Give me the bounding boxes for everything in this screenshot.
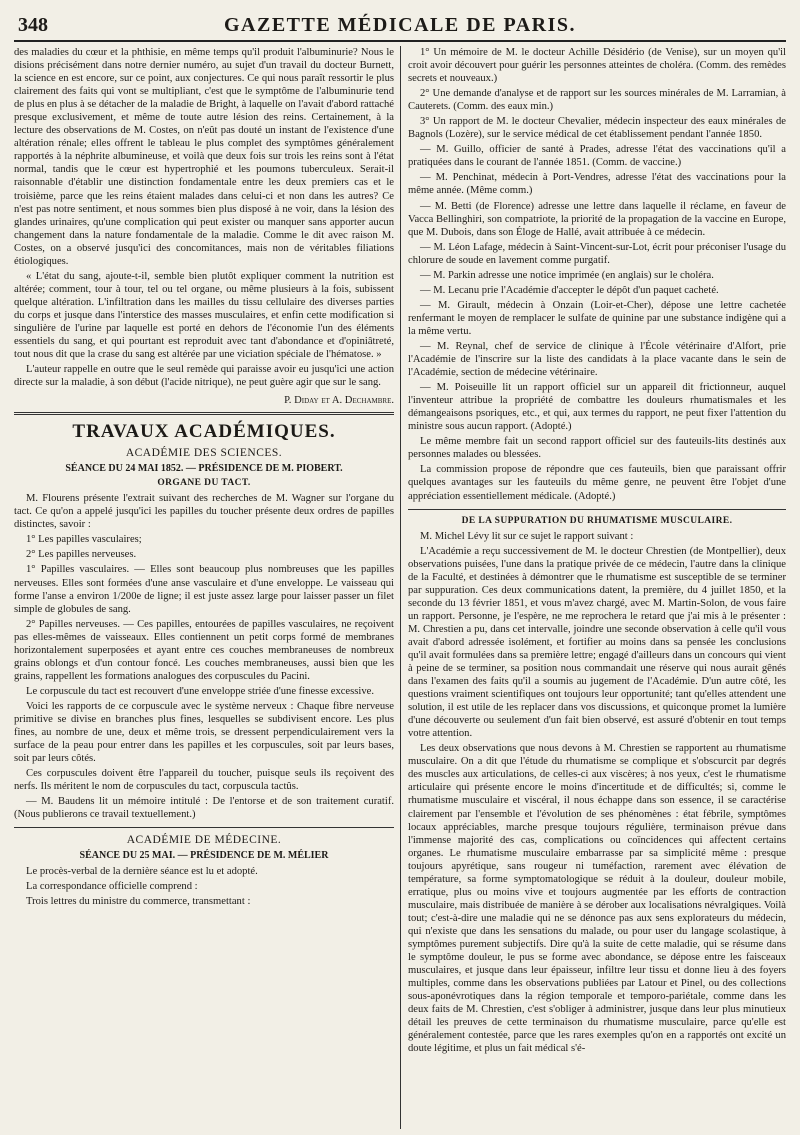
topic-heading: ORGANE DU TACT.: [157, 478, 251, 489]
column-rule: [400, 46, 401, 1129]
report-paragraph: Trois lettres du ministre du commerce, transmettant :: [26, 896, 251, 908]
section-divider: [408, 509, 786, 510]
report-paragraph: 2° Papilles nerveuses. — Ces papilles, entourées de papilles vasculaires, ne reçoivent pas elles-mêmes de vaisseaux. Elles contiennent un petit corps formé de membranes horizontalement superposées et ayant entre ces couches membraneuses de nombreux grains oblongs et d'un contour foncé. Les couches membraneuses, aussi bien que les grains, rappellent les formations analogues des corpuscules du Pacini.: [14, 618, 394, 682]
page-number: 348: [18, 14, 48, 36]
report-paragraph: 1° Papilles vasculaires. — Elles sont beaucoup plus nombreuses que les papilles nerveuses. Elles sont formées d'une anse vasculaire et d'une enveloppe. Le vaisseau qui forme l'anse a environ 1/200e de ligne; il est juste assez large pour laisser passer un filet simple de globules de sang.: [14, 564, 394, 615]
report-paragraph: — M. Léon Lafage, médecin à Saint-Vincent-sur-Lot, écrit pour préconiser l'usage du chlorure de soude en lavement comme purgatif.: [408, 241, 786, 266]
report-paragraph: 2° Une demande d'analyse et de rapport sur les sources minérales de M. Larramian, à Cauterets. (Comm. des eaux min.): [408, 88, 786, 113]
section-divider: [14, 827, 394, 828]
section-divider: [14, 412, 394, 415]
academy-heading: ACADÉMIE DES SCIENCES.: [125, 447, 283, 460]
report-paragraph: 1° Les papilles vasculaires;: [26, 534, 142, 546]
section-title: TRAVAUX ACADÉMIQUES.: [72, 421, 336, 443]
report-paragraph: M. Flourens présente l'extrait suivant des recherches de M. Wagner sur l'organe du tact. Ce qu'on a appelé jusqu'ici les papilles du toucher présente deux ordres de papilles distinctes, savoir :: [14, 493, 394, 531]
seance-heading: SÉANCE DU 25 MAI. — PRÉSIDENCE DE M. MÉLIER: [79, 850, 329, 862]
report-paragraph: — M. Penchinat, médecin à Port-Vendres, adresse l'état des vaccinations pour la même année. (Même comm.): [408, 172, 786, 197]
report-paragraph: La correspondance officielle comprend :: [26, 881, 198, 893]
report-paragraph: — M. Baudens lit un mémoire intitulé : De l'entorse et de son traitement curatif. (Nous publierons ce travail textuellement.): [14, 796, 394, 821]
report-paragraph: 2° Les papilles nerveuses.: [26, 549, 137, 561]
report-paragraph: 1° Un mémoire de M. le docteur Achille Désidério (de Venise), sur un moyen qu'il croit avoir découvert pour guérir les personnes atteintes de choléra. (Comm. des remèdes secrets et nouveaux.): [408, 47, 786, 85]
academy-heading: ACADÉMIE DE MÉDECINE.: [126, 834, 282, 847]
journal-title: GAZETTE MÉDICALE DE PARIS.: [223, 14, 577, 36]
topic-heading: DE LA SUPPURATION DU RHUMATISME MUSCULAIRE.: [461, 515, 733, 526]
report-paragraph: — M. Betti (de Florence) adresse une lettre dans laquelle il réclame, en faveur de Vacca Bellinghiri, son compatriote, la priorité de la propagation de la vaccine en Europe, que M. Dubois, dans son Éloge de Hallé, avait attribuée à ce médecin.: [408, 200, 786, 238]
report-paragraph: Le corpuscule du tact est recouvert d'une enveloppe striée d'une finesse excessive.: [26, 685, 374, 697]
report-paragraph: Ces corpuscules doivent être l'appareil du toucher, puisque seuls ils reçoivent des nerfs. Ils méritent le nom de corpuscules du tact, corpuscula tactûs.: [14, 768, 394, 793]
report-paragraph: La commission propose de répondre que ces fauteuils, bien que paraissant offrir quelques avantages sur les fauteuils du même genre, ne peuvent être l'objet d'une appréciation essentiellement médicale. (Adopté.): [408, 464, 786, 502]
seance-heading: SÉANCE DU 24 MAI 1852. — PRÉSIDENCE DE M. PIOBERT.: [65, 463, 343, 475]
report-paragraph: Le même membre fait un second rapport officiel sur des fauteuils-lits destinés aux personnes malades ou blessées.: [408, 436, 786, 461]
report-paragraph: — M. Poiseuille lit un rapport officiel sur un appareil dit frictionneur, auquel l'inventeur attribue la propriété de combattre les douleurs rhumatismales et les démangeaisons psoriques, etc., et qui, aux termes du rapport, ne peut fixer l'attention du ministre sous aucun rapport. (Adopté.): [408, 382, 786, 433]
right-column: [408, 46, 786, 1129]
columns: [14, 46, 786, 1129]
report-paragraph: L'Académie a reçu successivement de M. le docteur Chrestien (de Montpellier), deux observations puisées, l'une dans la pratique privée de ce médecin, l'autre dans la clinique de la Faculté, et destinées à démontrer que le rhumatisme est susceptible de se terminer par suppuration. Ces deux communications datent, la première, du 4 juillet 1850, et la seconde du 13 février 1851, et vous m'avez chargé, avec M. Martin-Solon, de vous faire un rapport. Personne, je l'espère, ne me reprochera le retard que j'ai mis à le présenter : M. Chrestien a pu, dans cet intervalle, joindre une seconde observation à celle qu'il vous avait d'abord adressée isolément, et fortifier au moins dans sa pensée les conclusions qu'il avait formulées dans sa première lettre; engagé d'ailleurs dans un concours qui vient à peine de se terminer, sa position nous commandait une réserve qui nous aurait gênés dans l'examen des faits qu'il a soumis au jugement de l'Académie. D'un autre côté, les questions vraiment scientifiques ont toujours leur opportunité; tant qu'elles attendent une solution, il est utile de les replacer dans vos discussions, et quiconque promet la lumière d'une découverte ou seulement d'un fait bien observé, est assuré d'obtenir en tout temps votre attention.: [408, 545, 786, 740]
report-paragraph: Les deux observations que nous devons à M. Chrestien se rapportent au rhumatisme musculaire. On a dit que l'étude du rhumatisme se complique et s'obscurcit par degrés des muscles aux articulations, de celles-ci aux viscères; à nos yeux, c'est le rhumatisme articulaire qui présente encore le moins d'incertitude et de difficultés; si, comme le rhumatisme musculaire et viscéral, il nous échappe dans son essence, il se caractérise clairement par l'ensemble et l'évolution de ses phénomènes : état fébrile, symptômes locaux appréciables, marche presque toujours régulière, terminaison prévue dans l'immense majorité des cas, complications ou coïncidences qui affectent certains organes. Le rhumatisme musculaire embarrasse par sa simplicité même : presque toujours apyrétique, sans rougeur ni tuméfaction, rarement avec élévation de température, sa forme symptomatologique se réduit à la douleur, douleur mobile, erratique, plus ou moins vive et toujours augmentée par les efforts de contraction musculaire, mais distribuée de manière à se dérober aux localisations névralgiques. Voilà tout; c'est-à-dire une maladie qui ne se dénonce pas aux sens explorateurs du médecin, qui n'existe que dans les sensations du malade, ou pour user du langage scolastique, à symptômes purement subjectifs. Dire qu'à la suite de cette maladie, qui se résume dans le symptôme douleur, le pus se forme avec abondance, se dépose entre les faisceaux musculaires, et jusque dans leur épaisseur, infiltre leur tissu et donne lieu à des foyers multiples, comme dans les observations publiées par Latour et Pinel, ou des collections sous-aponévrotiques dans la région temporale et temporo-pariétale, comme dans les deux faits de M. Chrestien, c'est s'obliger à administrer, jusque dans leur plus minutieux détail les preuves de cette terminaison du rhumatisme musculaire, parce qu'elle est généralement contestée, parce que les rares exemples qu'on en a rapportés ont excité un doute légitime, et plus un fait médical s'é-: [408, 743, 786, 1055]
article-paragraph: « L'état du sang, ajoute-t-il, semble bien plutôt expliquer comment la nutrition est altérée; comment, tour à tour, tel ou tel organe, ou même plusieurs à la fois, subissent quelque altération. L'infiltration dans les mailles du tissu cellulaire des diverses parties du corps et jusque dans l'interstice des masses musculaires, et enfin cette modification si singulière de l'urine par laquelle est porté en dehors de l'économie l'un des éléments essentiels du sang, et qui pourtant est reproduit avec tant d'abondance et d'opiniâtreté, tout nous dit que la crase du sang est altérée par une viciation spéciale de l'hématose. »: [14, 270, 394, 361]
report-paragraph: Voici les rapports de ce corpuscule avec le système nerveux : Chaque fibre nerveuse primitive se divise en branches plus fines, lesquelles se subdivisent encore. Les plus fines, au nombre de une, deux et même trois, se dressent perpendiculairement vers la surface de la peau pour entrer dans les papilles et les corpuscules, soit par leurs bases, soit par leurs côtés.: [14, 700, 394, 765]
report-paragraph: — M. Girault, médecin à Onzain (Loir-et-Cher), dépose une lettre cachetée renfermant le moyen de remplacer le sulfate de quinine par une substance indigène qui a la même vertu.: [408, 299, 786, 337]
report-paragraph: — M. Reynal, chef de service de clinique à l'École vétérinaire d'Alfort, prie l'Académie de l'inscrire sur la liste des candidats à la place vacante dans le sein de l'Académie, section de médecine vétérinaire.: [408, 340, 786, 379]
report-paragraph: M. Michel Lévy lit sur ce sujet le rapport suivant :: [420, 530, 634, 542]
report-paragraph: Le procès-verbal de la dernière séance est lu et adopté.: [26, 866, 258, 878]
article-paragraph: L'auteur rappelle en outre que le seul remède qui paraisse avoir eu jusqu'ici une action directe sur la maladie, à son début (l'acide nitrique), ne peut guère agir que sur le sang.: [14, 364, 394, 389]
left-column: [14, 46, 394, 1129]
report-paragraph: — M. Guillo, officier de santé à Prades, adresse l'état des vaccinations qu'il a pratiquées dans le courant de l'année 1851. (Comm. de vaccine.): [408, 144, 786, 169]
page-header: [14, 14, 786, 42]
article-signature: P. Diday et A. Dechambre.: [284, 395, 394, 407]
report-paragraph: 3° Un rapport de M. le docteur Chevalier, médecin inspecteur des eaux minérales de Bagnols (Lozère), sur le service médical de cet établissement pendant l'année 1850.: [408, 116, 786, 141]
report-paragraph: — M. Lecanu prie l'Académie d'accepter le dépôt d'un paquet cacheté.: [420, 284, 719, 296]
report-paragraph: — M. Parkin adresse une notice imprimée (en anglais) sur le choléra.: [420, 269, 714, 281]
article-paragraph: des maladies du cœur et la phthisie, en même temps qu'il produit l'albuminurie? Nous le disions précisément dans notre dernier numéro, au sujet d'un travail du docteur Burnett, la science en est encore, sur ce point, aux conjectures. Ce qui nous paraît ressortir le plus clairement des faits qui vont se multipliant, c'est que le symptôme de l'albuminurie tend de plus en plus à se détacher de la maladie de Bright, à laquelle on l'avait d'abord rattaché presque exclusivement, et même de toute autre lésion des reins. Certainement, à la lecture des observations de M. Costes, on n'eût pas douté un instant de l'existence d'une altération rénale; elles offrent le tableau le plus complet des symptômes généralement rapportés à la néphrite albumineuse, et voilà que deux fois sur trois les reins sont à l'état normal, tandis que le cœur est hypertrophié et les poumons tuberculeux. Serait-il raisonnable d'établir une distinction fondamentale entre les deux premiers cas et le troisième, parce que les reins étaient malades dans celui-ci et non dans les autres? Ce n'est pas notre sentiment, et nous sommes bien plus disposé à ne voir, dans la lésion des glandes urinaires, qu'une complication qui peut exister ou manquer sans apporter aucun changement dans la nature fondamentale de la maladie. Comme le dit avec raison M. Costes, on a observé jusqu'ici des concomitances, mais non de véritables filiations étiologiques.: [14, 47, 394, 267]
